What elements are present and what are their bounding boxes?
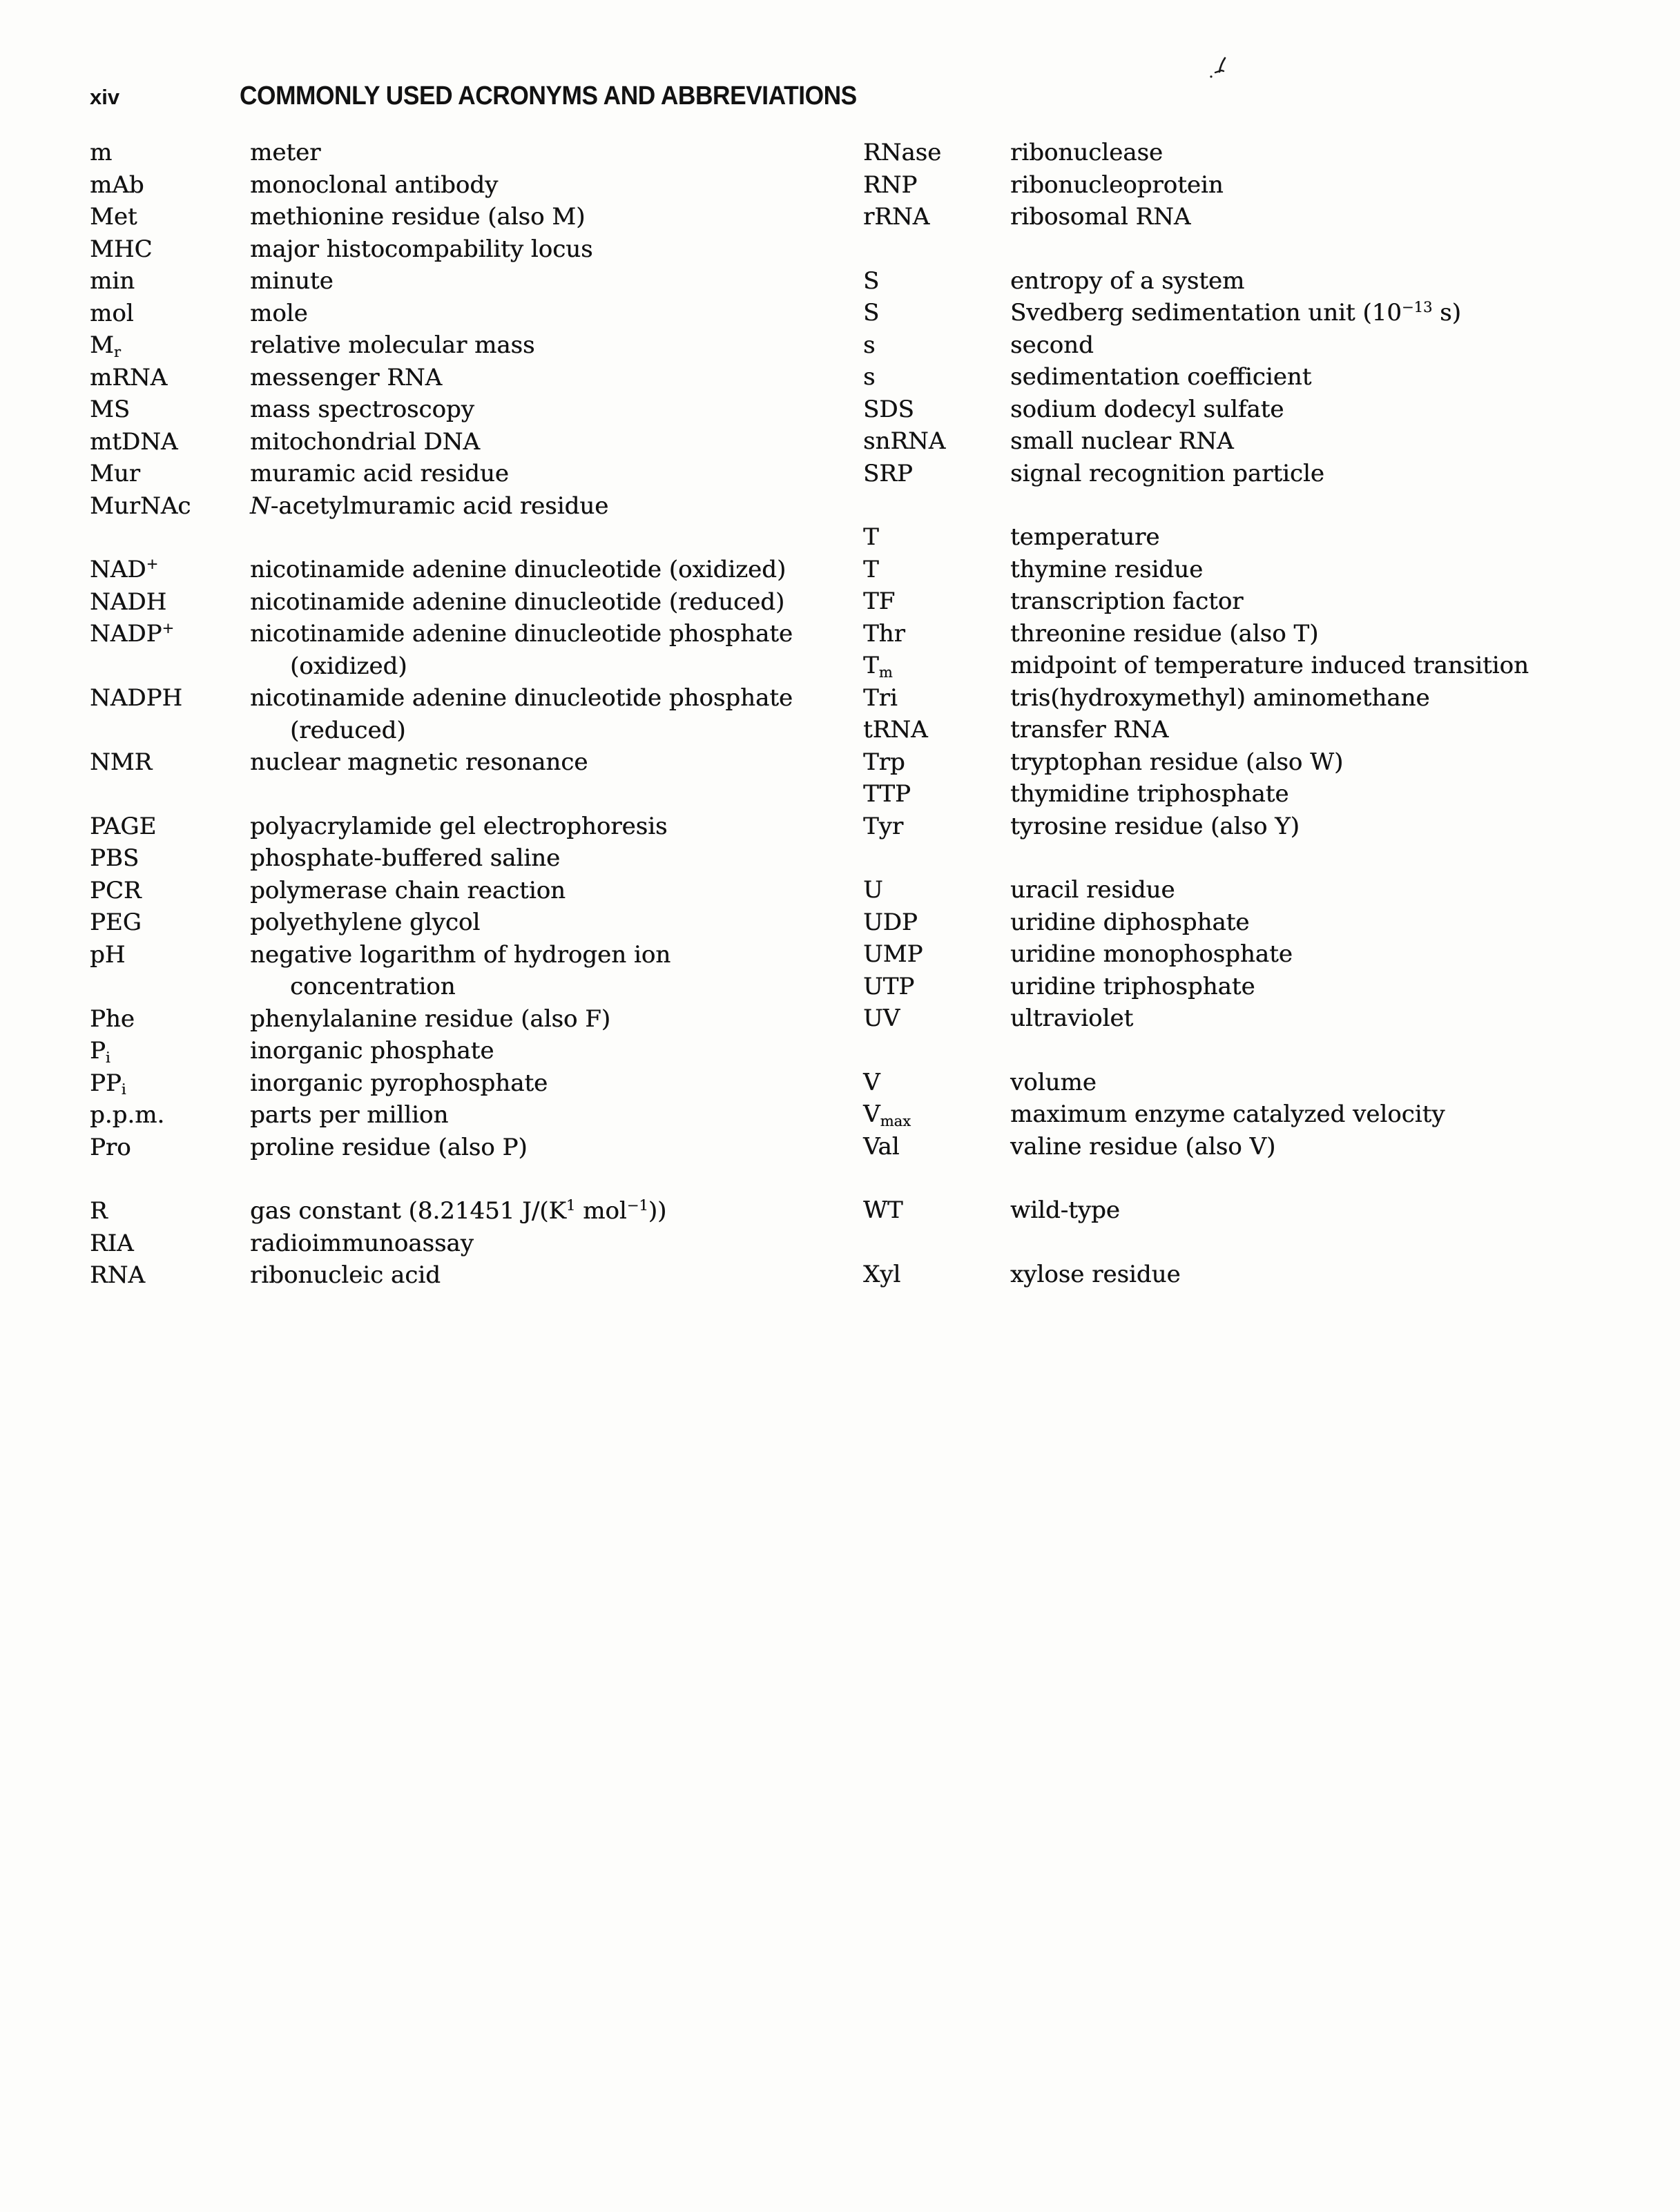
definition: polymerase chain reaction bbox=[250, 876, 566, 904]
abbreviation: T bbox=[863, 555, 879, 583]
sup-segment: 1 bbox=[566, 1196, 576, 1214]
definition: methionine residue (also M) bbox=[250, 203, 586, 231]
definition: valine residue (also V) bbox=[1010, 1132, 1276, 1161]
right-column bbox=[863, 137, 1664, 1290]
entry-row bbox=[863, 682, 1664, 715]
abbreviation: s bbox=[863, 363, 876, 391]
entry-row bbox=[90, 939, 842, 971]
entry-row bbox=[90, 329, 842, 362]
definition: inorganic pyrophosphate bbox=[250, 1069, 548, 1097]
group-gap bbox=[863, 1035, 1664, 1067]
definition: uridine triphosphate bbox=[1010, 972, 1255, 1000]
definition: muramic acid residue bbox=[250, 460, 509, 487]
sub-segment: r bbox=[113, 342, 121, 360]
page-number: xiv bbox=[90, 85, 120, 109]
entry-row bbox=[90, 362, 842, 394]
definition: polyacrylamide gel electrophoresis bbox=[250, 812, 668, 840]
entry-row bbox=[90, 1259, 842, 1292]
entry-row bbox=[863, 329, 1664, 362]
entry-row bbox=[90, 1035, 842, 1067]
sub-segment: i bbox=[105, 1048, 110, 1066]
text-segment: V bbox=[863, 1100, 880, 1128]
definition: nuclear magnetic resonance bbox=[250, 748, 588, 776]
definition: phosphate-buffered saline bbox=[250, 844, 561, 872]
definition bbox=[250, 490, 608, 523]
definition: monoclonal antibody bbox=[250, 171, 499, 199]
entry-row bbox=[90, 1099, 842, 1132]
sub-segment: max bbox=[880, 1112, 911, 1129]
abbreviation: min bbox=[90, 267, 135, 295]
abbreviation bbox=[90, 618, 250, 650]
definition: nicotinamide adenine dinucleotide phosphate bbox=[250, 620, 793, 648]
definition: ribonuclease bbox=[1010, 139, 1164, 166]
definition-continuation: (reduced) bbox=[290, 716, 406, 744]
abbreviation: tRNA bbox=[863, 716, 928, 744]
text-segment: PP bbox=[90, 1069, 122, 1097]
abbreviation: Phe bbox=[90, 1005, 135, 1033]
entry-row bbox=[863, 746, 1664, 779]
abbreviation: Trp bbox=[863, 748, 905, 776]
abbreviation: RNP bbox=[863, 171, 918, 199]
abbreviation: m bbox=[90, 139, 113, 166]
definition: mitochondrial DNA bbox=[250, 427, 480, 456]
entry-row bbox=[90, 554, 842, 586]
definition: ultraviolet bbox=[1010, 1005, 1134, 1032]
entry-row bbox=[863, 938, 1664, 971]
entry-row bbox=[90, 169, 842, 202]
group-gap bbox=[863, 1227, 1664, 1259]
abbreviation: UTP bbox=[863, 972, 915, 1000]
definition: transfer RNA bbox=[1010, 716, 1169, 744]
entry-row bbox=[90, 746, 842, 779]
definition: meter bbox=[250, 139, 321, 166]
text-segment: T bbox=[863, 652, 879, 679]
definition: ribosomal RNA bbox=[1010, 203, 1191, 231]
entry-row bbox=[863, 778, 1664, 811]
abbreviation: Tyr bbox=[863, 812, 904, 840]
abbreviation: RNA bbox=[90, 1261, 145, 1289]
entry-row bbox=[863, 585, 1664, 618]
abbreviation: TTP bbox=[863, 780, 911, 808]
abbreviation: UV bbox=[863, 1005, 900, 1032]
definition: mass spectroscopy bbox=[250, 396, 474, 423]
abbreviation: Xyl bbox=[863, 1260, 901, 1288]
sup-segment: + bbox=[146, 555, 159, 573]
text-segment: )) bbox=[648, 1197, 667, 1225]
definition: major histocompability locus bbox=[250, 235, 593, 263]
abbreviation bbox=[90, 554, 250, 586]
definition bbox=[1010, 297, 1461, 329]
entry-row bbox=[863, 297, 1664, 329]
text-segment: gas constant (8.21451 J/(K bbox=[250, 1197, 566, 1225]
entry-row bbox=[863, 650, 1664, 682]
text-segment: s) bbox=[1432, 299, 1461, 327]
group-gap bbox=[90, 1163, 842, 1195]
entry-row bbox=[863, 361, 1664, 394]
entry-row bbox=[90, 265, 842, 298]
abbreviation bbox=[90, 1035, 250, 1067]
entry-row bbox=[863, 169, 1664, 202]
abbreviation: S bbox=[863, 266, 880, 295]
definition: xylose residue bbox=[1010, 1260, 1181, 1288]
sup-segment: −1 bbox=[626, 1196, 648, 1214]
definition: relative molecular mass bbox=[250, 331, 535, 359]
definition: phenylalanine residue (also F) bbox=[250, 1005, 611, 1033]
text-segment: Svedberg sedimentation unit (10 bbox=[1010, 299, 1402, 327]
entry-row bbox=[863, 1259, 1664, 1291]
definition: second bbox=[1010, 331, 1094, 359]
abbreviation: mol bbox=[90, 299, 134, 327]
entry-row bbox=[90, 394, 842, 426]
abbreviation: Pro bbox=[90, 1133, 131, 1161]
definition: sodium dodecyl sulfate bbox=[1010, 395, 1284, 423]
entry-row bbox=[90, 875, 842, 907]
entry-row bbox=[863, 1098, 1664, 1131]
abbreviation: mtDNA bbox=[90, 427, 178, 456]
definition: temperature bbox=[1010, 523, 1160, 551]
sup-segment: + bbox=[162, 619, 175, 637]
definition: ribonucleoprotein bbox=[1010, 171, 1224, 199]
abbreviation: NADPH bbox=[90, 684, 183, 712]
entry-row bbox=[863, 521, 1664, 554]
abbreviation: pH bbox=[90, 940, 126, 969]
abbreviation: Val bbox=[863, 1132, 900, 1161]
group-gap bbox=[863, 489, 1664, 521]
entry-row bbox=[90, 906, 842, 939]
abbreviation: PEG bbox=[90, 909, 142, 936]
abbreviation: s bbox=[863, 331, 876, 359]
abbreviation: PAGE bbox=[90, 812, 157, 840]
text-segment: -acetylmuramic acid residue bbox=[270, 492, 609, 520]
entry-row bbox=[90, 586, 842, 619]
abbreviation: NADH bbox=[90, 588, 167, 616]
definition: polyethylene glycol bbox=[250, 909, 481, 936]
abbreviation: Tri bbox=[863, 683, 898, 712]
definition bbox=[250, 1195, 666, 1228]
abbreviation: V bbox=[863, 1068, 880, 1096]
abbreviation: NMR bbox=[90, 748, 153, 776]
definition: threonine residue (also T) bbox=[1010, 619, 1319, 648]
text-segment: mol bbox=[575, 1197, 627, 1225]
definition: small nuclear RNA bbox=[1010, 427, 1234, 455]
entry-row bbox=[90, 811, 842, 843]
entry-row bbox=[863, 554, 1664, 586]
definition: thymine residue bbox=[1010, 555, 1204, 583]
entry-row bbox=[863, 811, 1664, 843]
definition: inorganic phosphate bbox=[250, 1037, 494, 1065]
abbreviation: MurNAc bbox=[90, 492, 191, 520]
abbreviation: Met bbox=[90, 203, 137, 231]
entry-row bbox=[863, 1194, 1664, 1227]
abbreviation: Mur bbox=[90, 460, 140, 487]
definition: tyrosine residue (also Y) bbox=[1010, 812, 1300, 840]
pen-scribble-icon bbox=[1208, 55, 1232, 79]
entry-row bbox=[863, 458, 1664, 490]
definition: proline residue (also P) bbox=[250, 1133, 528, 1161]
definition: radioimmunoassay bbox=[250, 1229, 474, 1257]
definition: entropy of a system bbox=[1010, 266, 1245, 295]
entry-row bbox=[90, 201, 842, 233]
entry-row bbox=[863, 425, 1664, 458]
definition-continuation: (oxidized) bbox=[290, 652, 407, 680]
abbreviation: R bbox=[90, 1197, 108, 1225]
entry-row bbox=[863, 906, 1664, 939]
definition: parts per million bbox=[250, 1101, 449, 1129]
entry-row bbox=[90, 1195, 842, 1228]
entry-row bbox=[863, 971, 1664, 1003]
definition: ribonucleic acid bbox=[250, 1261, 441, 1289]
abbreviation: Thr bbox=[863, 619, 905, 648]
entry-row bbox=[90, 458, 842, 490]
entry-row bbox=[90, 233, 842, 266]
group-gap bbox=[90, 779, 842, 811]
definition: volume bbox=[1010, 1068, 1097, 1096]
abbreviation bbox=[90, 1067, 250, 1100]
text-segment: P bbox=[90, 1037, 106, 1065]
entry-row bbox=[863, 201, 1664, 233]
entry-row bbox=[863, 874, 1664, 906]
definition: tris(hydroxymethyl) aminomethane bbox=[1010, 683, 1430, 712]
sub-segment: i bbox=[121, 1080, 126, 1098]
definition: wild-type bbox=[1010, 1196, 1120, 1224]
definition: transcription factor bbox=[1010, 588, 1244, 615]
abbreviation: WT bbox=[863, 1196, 903, 1224]
entry-row bbox=[90, 618, 842, 650]
abbreviation: RNase bbox=[863, 139, 942, 166]
group-gap bbox=[863, 1163, 1664, 1194]
definition: mole bbox=[250, 299, 308, 327]
entry-row bbox=[90, 137, 842, 169]
entry-row bbox=[863, 1002, 1664, 1035]
abbreviation: S bbox=[863, 299, 880, 327]
entry-row bbox=[863, 1067, 1664, 1099]
abbreviation bbox=[863, 650, 1010, 682]
definition: uracil residue bbox=[1010, 876, 1175, 904]
abbreviation: MHC bbox=[90, 235, 153, 263]
group-gap bbox=[90, 522, 842, 554]
abbreviation: MS bbox=[90, 396, 131, 423]
left-column bbox=[90, 137, 842, 1292]
definition: tryptophan residue (also W) bbox=[1010, 748, 1344, 776]
definition: nicotinamide adenine dinucleotide (oxidized) bbox=[250, 556, 786, 583]
definition: messenger RNA bbox=[250, 363, 443, 391]
entry-row bbox=[90, 1003, 842, 1036]
abbreviation: PBS bbox=[90, 844, 139, 872]
group-gap bbox=[863, 842, 1664, 874]
definition: signal recognition particle bbox=[1010, 459, 1324, 487]
entry-row bbox=[863, 618, 1664, 650]
text-segment: M bbox=[90, 331, 114, 359]
definition: midpoint of temperature induced transition bbox=[1010, 652, 1529, 679]
entry-row bbox=[863, 394, 1664, 426]
sup-segment: −13 bbox=[1401, 298, 1433, 316]
abbreviation: SRP bbox=[863, 459, 913, 487]
abbreviation: UMP bbox=[863, 940, 923, 968]
definition: thymidine triphosphate bbox=[1010, 780, 1289, 808]
entry-row bbox=[863, 265, 1664, 298]
entry-row bbox=[90, 490, 842, 523]
abbreviation: snRNA bbox=[863, 427, 946, 455]
abbreviation: U bbox=[863, 876, 883, 904]
abbreviation: TF bbox=[863, 588, 896, 615]
abbreviation: T bbox=[863, 523, 879, 551]
page-title: COMMONLY USED ACRONYMS AND ABBREVIATIONS bbox=[240, 81, 857, 110]
abbreviation bbox=[90, 329, 250, 362]
entry-row bbox=[90, 682, 842, 715]
abbreviation: PCR bbox=[90, 876, 142, 904]
entry-row bbox=[90, 426, 842, 458]
abbreviation: p.p.m. bbox=[90, 1101, 165, 1129]
group-gap bbox=[863, 233, 1664, 265]
entry-row bbox=[90, 842, 842, 875]
definition: maximum enzyme catalyzed velocity bbox=[1010, 1100, 1445, 1128]
sub-segment: m bbox=[878, 663, 893, 681]
text-segment: NADP bbox=[90, 620, 162, 648]
entry-row bbox=[90, 1228, 842, 1260]
definition: sedimentation coefficient bbox=[1010, 363, 1312, 391]
entry-row bbox=[90, 1132, 842, 1164]
definition-continuation: concentration bbox=[290, 973, 456, 1000]
abbreviation bbox=[863, 1098, 1010, 1131]
definition: negative logarithm of hydrogen ion bbox=[250, 940, 671, 969]
abbreviation: rRNA bbox=[863, 203, 930, 231]
abbreviation: RIA bbox=[90, 1229, 134, 1257]
em-segment: N bbox=[250, 492, 271, 520]
definition: nicotinamide adenine dinucleotide phosphate bbox=[250, 684, 793, 712]
abbreviation: SDS bbox=[863, 395, 914, 423]
entry-row bbox=[863, 137, 1664, 169]
abbreviation: UDP bbox=[863, 908, 918, 936]
definition: nicotinamide adenine dinucleotide (reduced) bbox=[250, 588, 785, 616]
definition: uridine diphosphate bbox=[1010, 908, 1250, 936]
entry-row bbox=[90, 298, 842, 330]
abbreviation: mRNA bbox=[90, 363, 168, 391]
definition: minute bbox=[250, 267, 334, 295]
entry-row bbox=[863, 1131, 1664, 1163]
definition: uridine monophosphate bbox=[1010, 940, 1293, 968]
entry-row bbox=[90, 1067, 842, 1100]
entry-row bbox=[863, 714, 1664, 746]
abbreviation: mAb bbox=[90, 171, 144, 199]
text-segment: NAD bbox=[90, 556, 146, 583]
